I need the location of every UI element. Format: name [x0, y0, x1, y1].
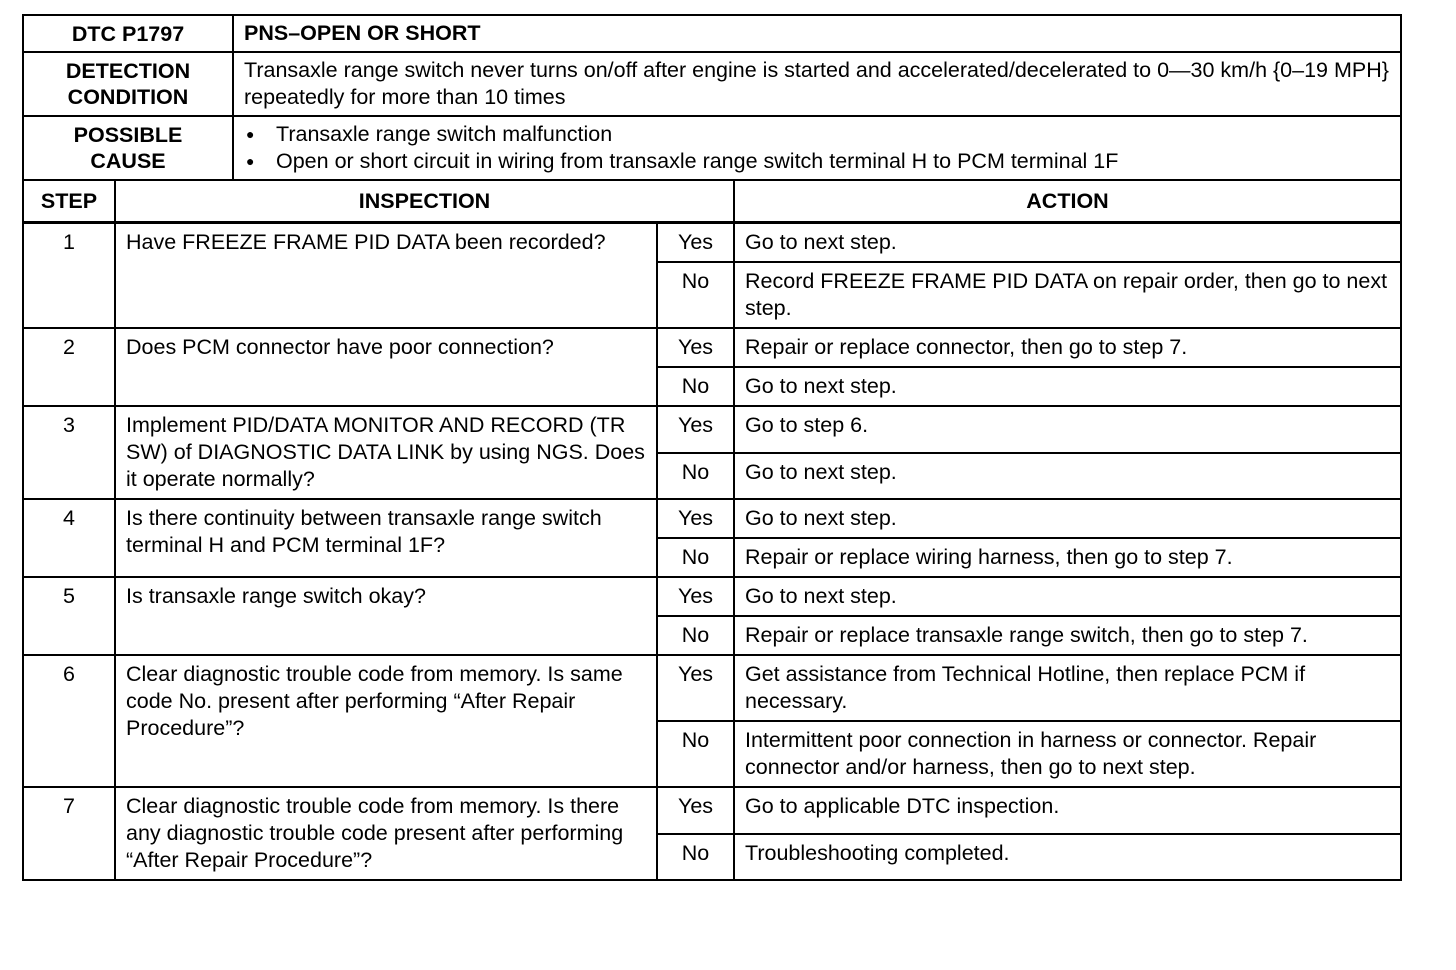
- dtc-header-table: [22, 14, 1402, 181]
- yes-label: Yes: [657, 577, 734, 616]
- no-label: No: [657, 453, 734, 500]
- inspection-text: Is there continuity between transaxle range switch terminal H and PCM terminal 1F?: [115, 499, 657, 577]
- detection-row: [23, 52, 1401, 116]
- yes-action: Go to next step.: [734, 577, 1401, 616]
- yes-label: Yes: [657, 328, 734, 367]
- yes-label: Yes: [657, 499, 734, 538]
- possible-cause-label: [23, 116, 233, 180]
- col-header-step: STEP: [23, 180, 115, 223]
- cause-item: ● Open or short circuit in wiring from transaxle range switch terminal H to PCM terminal 1F: [244, 148, 1390, 175]
- dtc-title: PNS–OPEN OR SHORT: [233, 15, 1401, 52]
- yes-action: Go to next step.: [734, 499, 1401, 538]
- possible-cause-list: [244, 121, 1390, 175]
- no-label: No: [657, 262, 734, 328]
- yes-label: Yes: [657, 223, 734, 263]
- step-number: 6: [23, 655, 115, 787]
- possible-cause-list-cell: [233, 116, 1401, 180]
- yes-action: Go to next step.: [734, 223, 1401, 263]
- inspection-text: Does PCM connector have poor connection?: [115, 328, 657, 406]
- table-row: [23, 406, 1401, 453]
- cause-label-line2: CAUSE: [90, 149, 166, 173]
- step-number: 5: [23, 577, 115, 655]
- column-header-row: [23, 180, 1401, 223]
- table-row: [23, 223, 1401, 263]
- no-label: No: [657, 721, 734, 787]
- yes-action: Go to step 6.: [734, 406, 1401, 453]
- inspection-text: Have FREEZE FRAME PID DATA been recorded?: [115, 223, 657, 329]
- step-number: 1: [23, 223, 115, 329]
- inspection-text: Is transaxle range switch okay?: [115, 577, 657, 655]
- detection-condition-label: [23, 52, 233, 116]
- table-row: [23, 328, 1401, 367]
- dtc-code: DTC P1797: [23, 15, 233, 52]
- no-action: Intermittent poor connection in harness or connector. Repair connector and/or harness, then go to next step.: [734, 721, 1401, 787]
- table-row: [23, 577, 1401, 616]
- detection-label-line2: CONDITION: [67, 85, 189, 109]
- step-number: 3: [23, 406, 115, 499]
- table-row: [23, 499, 1401, 538]
- yes-action: Get assistance from Technical Hotline, then replace PCM if necessary.: [734, 655, 1401, 721]
- inspection-text: Clear diagnostic trouble code from memory. Is there any diagnostic trouble code present after performing “After Repair Procedure”?: [115, 787, 657, 880]
- cause-label-line1: POSSIBLE: [73, 123, 183, 147]
- step-number: 4: [23, 499, 115, 577]
- col-header-inspection: INSPECTION: [115, 180, 734, 223]
- no-action: Repair or replace wiring harness, then go to step 7.: [734, 538, 1401, 577]
- detection-condition-text: Transaxle range switch never turns on/off after engine is started and accelerated/decelerated to 0—30 km/h {0–19 MPH} repeatedly for more than 10 times: [233, 52, 1401, 116]
- step-number: 2: [23, 328, 115, 406]
- no-label: No: [657, 367, 734, 406]
- table-row: [23, 787, 1401, 834]
- step-number: 7: [23, 787, 115, 880]
- yes-label: Yes: [657, 787, 734, 834]
- no-action: Go to next step.: [734, 453, 1401, 500]
- table-row: [23, 655, 1401, 721]
- yes-action: Repair or replace connector, then go to step 7.: [734, 328, 1401, 367]
- inspection-text: Clear diagnostic trouble code from memory. Is same code No. present after performing “After Repair Procedure”?: [115, 655, 657, 787]
- no-label: No: [657, 616, 734, 655]
- yes-action: Go to applicable DTC inspection.: [734, 787, 1401, 834]
- no-action: Go to next step.: [734, 367, 1401, 406]
- cause-item: ● Transaxle range switch malfunction: [244, 121, 1390, 148]
- detection-label-line1: DETECTION: [65, 59, 191, 83]
- yes-label: Yes: [657, 406, 734, 453]
- possible-cause-row: [23, 116, 1401, 180]
- dtc-row: [23, 15, 1401, 52]
- no-action: Repair or replace transaxle range switch, then go to step 7.: [734, 616, 1401, 655]
- no-action: Troubleshooting completed.: [734, 834, 1401, 881]
- no-action: Record FREEZE FRAME PID DATA on repair order, then go to next step.: [734, 262, 1401, 328]
- dtc-document: [22, 14, 1402, 881]
- inspection-text: Implement PID/DATA MONITOR AND RECORD (TR SW) of DIAGNOSTIC DATA LINK by using NGS. Does it operate normally?: [115, 406, 657, 499]
- no-label: No: [657, 834, 734, 881]
- col-header-action: ACTION: [734, 180, 1401, 223]
- yes-label: Yes: [657, 655, 734, 721]
- inspection-table: [22, 179, 1402, 881]
- no-label: No: [657, 538, 734, 577]
